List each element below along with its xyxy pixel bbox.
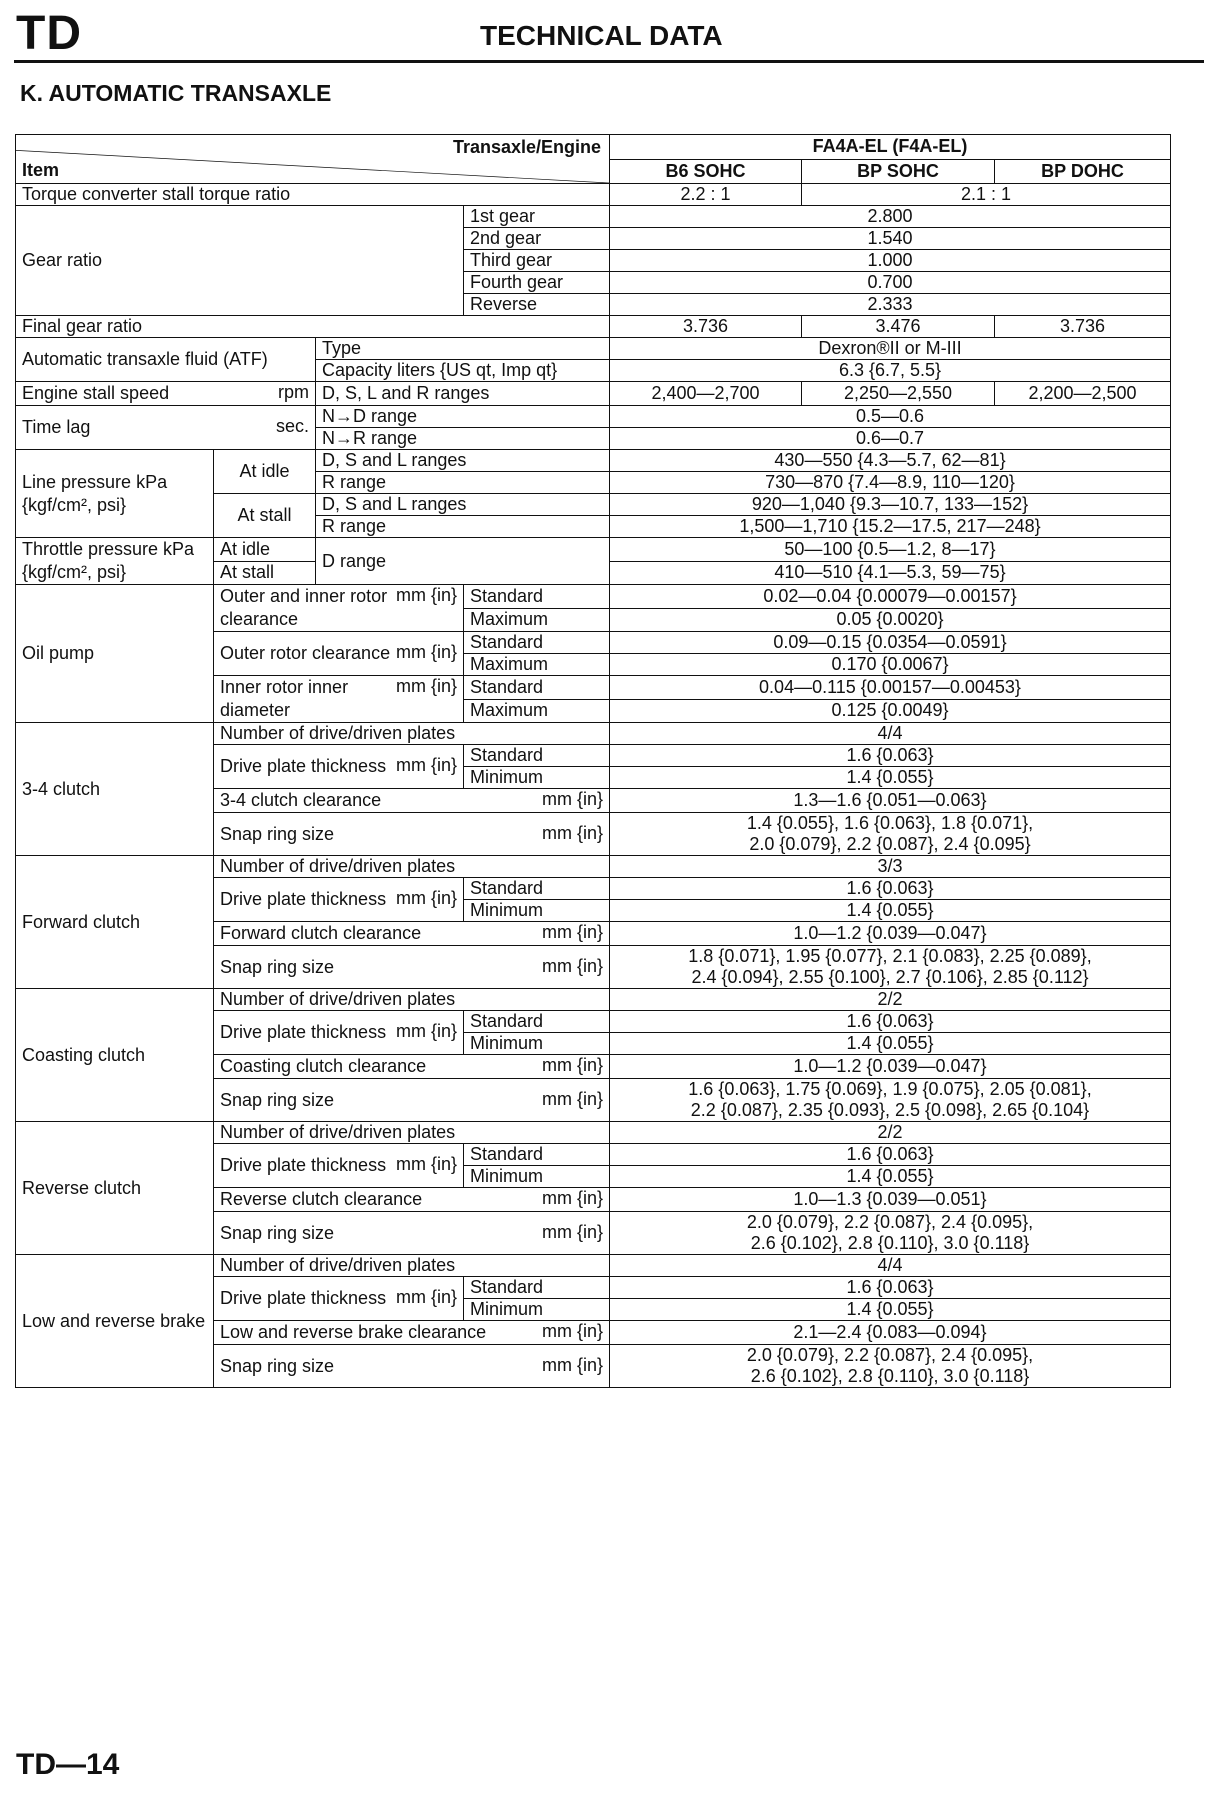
clutch-clearance-label-unit: mm {in}: [541, 922, 603, 942]
line-pressure-row: [16, 450, 1171, 472]
torque-ratio-label: Torque converter stall torque ratio: [16, 184, 610, 206]
line-pressure-stall-dsl-value: 920—1,040 {9.3—10.7, 133—152}: [610, 494, 1171, 516]
line-pressure-stall-r-value: 1,500—1,710 {15.2—17.5, 217—248}: [610, 516, 1171, 538]
clutch-plates-row: [16, 856, 1171, 878]
clutch-label: Low and reverse brake: [16, 1255, 214, 1388]
clutch-clearance-label-unit: mm {in}: [541, 789, 603, 809]
line-pressure-idle-r-label: R range: [316, 472, 610, 494]
clutch-snap-ring-value-line-2: 2.6 {0.102}, 2.8 {0.110}, 3.0 {0.118}: [750, 1233, 1030, 1253]
oil-pump-outer-label-text: Outer rotor clearance: [220, 643, 391, 663]
clutch-plates-label: Number of drive/driven plates: [214, 723, 610, 745]
stall-speed-label-text: Engine stall speed: [22, 383, 170, 403]
torque-ratio-bp: 2.1 : 1: [802, 184, 1171, 206]
clutch-snap-ring-label-unit: mm {in}: [541, 1221, 603, 1242]
time-lag-label: [16, 406, 316, 450]
clutch-clearance-label: [214, 1055, 610, 1079]
spec-table-wrapper: [15, 134, 1170, 1388]
clutch-snap-ring-label-text: Snap ring size: [220, 956, 335, 977]
clutch-clearance-label: [214, 1321, 610, 1345]
clutch-clearance-label: [214, 922, 610, 946]
header-corner-cell: [16, 135, 610, 184]
clutch-minimum-label: Minimum: [464, 1033, 610, 1055]
clutch-snap-ring-value-line-2: 2.2 {0.087}, 2.35 {0.093}, 2.5 {0.098}, 2.65 {0.104}: [690, 1100, 1090, 1120]
clutch-snap-ring-label: [214, 946, 610, 989]
clutch-standard-value: 1.6 {0.063}: [610, 745, 1171, 767]
oil-pump-inner-label-text: Inner rotor inner diameter: [220, 677, 349, 720]
oil-pump-outer-inner-label-text: Outer and inner rotor clearance: [220, 586, 388, 629]
clutch-clearance-label-unit: mm {in}: [541, 1188, 603, 1208]
clutch-thickness-label: [214, 745, 464, 789]
time-lag-nd-row: [16, 406, 1171, 428]
gear-name: Reverse: [464, 294, 610, 316]
clutch-snap-ring-value: [610, 1212, 1171, 1255]
clutch-thickness-label-unit: mm {in}: [395, 1287, 457, 1307]
engine-header-bp-dohc: BP DOHC: [995, 159, 1171, 184]
clutch-standard-label: Standard: [464, 1277, 610, 1299]
clutch-plates-label: Number of drive/driven plates: [214, 1255, 610, 1277]
throttle-pressure-range-label: D range: [316, 538, 610, 585]
gear-value: 0.700: [610, 272, 1171, 294]
clutch-clearance-label-text: Reverse clutch clearance: [220, 1189, 423, 1209]
clutch-snap-ring-value: [610, 946, 1171, 989]
gear-ratio-label: Gear ratio: [16, 206, 464, 316]
header-rule: [14, 60, 1204, 63]
gear-name: Fourth gear: [464, 272, 610, 294]
final-gear-value: 3.476: [802, 316, 995, 338]
oil-pump-outer-inner-label-unit: mm {in}: [395, 585, 457, 605]
clutch-plates-row: [16, 723, 1171, 745]
clutch-clearance-value: 2.1—2.4 {0.083—0.094}: [610, 1321, 1171, 1345]
clutch-clearance-label: [214, 789, 610, 813]
final-gear-row: [16, 316, 1171, 338]
clutch-plates-label: Number of drive/driven plates: [214, 989, 610, 1011]
line-pressure-stall-r-label: R range: [316, 516, 610, 538]
stall-speed-value: 2,200—2,500: [995, 382, 1171, 406]
clutch-snap-ring-value: [610, 1345, 1171, 1388]
clutch-snap-ring-label-unit: mm {in}: [541, 822, 603, 843]
oil-pump-standard-label: Standard: [464, 632, 610, 654]
oil-pump-standard-label: Standard: [464, 585, 610, 609]
clutch-clearance-label-text: Low and reverse brake clearance: [220, 1322, 487, 1342]
clutch-thickness-label-unit: mm {in}: [395, 1154, 457, 1174]
spec-table: [15, 134, 1171, 1388]
clutch-clearance-value: 1.0—1.2 {0.039—0.047}: [610, 1055, 1171, 1079]
gear-ratio-row: [16, 206, 1171, 228]
clutch-snap-ring-value-line-1: 1.4 {0.055}, 1.6 {0.063}, 1.8 {0.071},: [746, 813, 1034, 833]
clutch-plates-value: 2/2: [610, 989, 1171, 1011]
clutch-thickness-label: [214, 1277, 464, 1321]
oil-pump-outer-standard: 0.09—0.15 {0.0354—0.0591}: [610, 632, 1171, 654]
stall-speed-value: 2,250—2,550: [802, 382, 995, 406]
clutch-plates-value: 4/4: [610, 723, 1171, 745]
clutch-plates-value: 4/4: [610, 1255, 1171, 1277]
clutch-standard-value: 1.6 {0.063}: [610, 1011, 1171, 1033]
clutch-thickness-label-text: Drive plate thickness: [220, 889, 387, 909]
engine-header-b6-sohc: B6 SOHC: [610, 159, 802, 184]
clutch-snap-ring-label-unit: mm {in}: [541, 1088, 603, 1109]
line-pressure-idle-r-value: 730—870 {7.4—8.9, 110—120}: [610, 472, 1171, 494]
clutch-clearance-label: [214, 1188, 610, 1212]
time-lag-label-text: Time lag: [22, 417, 91, 437]
clutch-clearance-label-text: Forward clutch clearance: [220, 923, 422, 943]
header-row-1: [16, 135, 1171, 160]
clutch-standard-label: Standard: [464, 878, 610, 900]
atf-capacity-label: Capacity liters {US qt, Imp qt}: [316, 360, 610, 382]
clutch-thickness-label-text: Drive plate thickness: [220, 756, 387, 776]
oil-pump-maximum-label: Maximum: [464, 699, 610, 723]
clutch-plates-row: [16, 989, 1171, 1011]
clutch-snap-ring-value: [610, 1079, 1171, 1122]
atf-type-row: [16, 338, 1171, 360]
clutch-thickness-label-text: Drive plate thickness: [220, 1155, 387, 1175]
model-header: FA4A-EL (F4A-EL): [610, 135, 1171, 160]
clutch-snap-ring-value-line-2: 2.6 {0.102}, 2.8 {0.110}, 3.0 {0.118}: [750, 1366, 1030, 1386]
clutch-standard-value: 1.6 {0.063}: [610, 1144, 1171, 1166]
oil-pump-outer-maximum: 0.170 {0.0067}: [610, 654, 1171, 676]
clutch-minimum-value: 1.4 {0.055}: [610, 1299, 1171, 1321]
oil-pump-outer-inner-label: [214, 585, 464, 632]
clutch-snap-ring-value-line-2: 2.4 {0.094}, 2.55 {0.100}, 2.7 {0.106}, 2.85 {0.112}: [691, 967, 1089, 987]
throttle-pressure-stall-value: 410—510 {4.1—5.3, 59—75}: [610, 561, 1171, 585]
time-lag-label-unit: sec.: [275, 416, 309, 436]
clutch-minimum-label: Minimum: [464, 1299, 610, 1321]
clutch-plates-row: [16, 1255, 1171, 1277]
clutch-standard-value: 1.6 {0.063}: [610, 1277, 1171, 1299]
oil-pump-inner-label: [214, 676, 464, 723]
clutch-plates-value: 3/3: [610, 856, 1171, 878]
time-lag-nr-value: 0.6—0.7: [610, 428, 1171, 450]
clutch-thickness-label-text: Drive plate thickness: [220, 1288, 387, 1308]
page-title: TECHNICAL DATA: [480, 20, 723, 51]
clutch-minimum-label: Minimum: [464, 767, 610, 789]
line-pressure-stall-dsl-label: D, S and L ranges: [316, 494, 610, 516]
clutch-standard-label: Standard: [464, 1144, 610, 1166]
clutch-snap-ring-label-text: Snap ring size: [220, 1089, 335, 1110]
oil-pump-outer-label: [214, 632, 464, 676]
time-lag-nd-label: N→D range: [316, 406, 610, 428]
oil-pump-outer-inner-standard: 0.02—0.04 {0.00079—0.00157}: [610, 585, 1171, 609]
time-lag-nd-value: 0.5—0.6: [610, 406, 1171, 428]
torque-ratio-row: [16, 184, 1171, 206]
clutch-clearance-value: 1.0—1.3 {0.039—0.051}: [610, 1188, 1171, 1212]
gear-name: 1st gear: [464, 206, 610, 228]
oil-pump-inner-standard: 0.04—0.115 {0.00157—0.00453}: [610, 676, 1171, 700]
atf-type-label: Type: [316, 338, 610, 360]
gear-name: Third gear: [464, 250, 610, 272]
clutch-plates-label: Number of drive/driven plates: [214, 856, 610, 878]
oil-pump-row: [16, 585, 1171, 609]
clutch-minimum-value: 1.4 {0.055}: [610, 900, 1171, 922]
clutch-snap-ring-value: [610, 813, 1171, 856]
clutch-plates-row: [16, 1122, 1171, 1144]
oil-pump-inner-label-unit: mm {in}: [395, 676, 457, 696]
clutch-snap-ring-label: [214, 1345, 610, 1388]
clutch-plates-value: 2/2: [610, 1122, 1171, 1144]
clutch-thickness-label-unit: mm {in}: [395, 755, 457, 775]
clutch-snap-ring-label-unit: mm {in}: [541, 955, 603, 976]
clutch-label: Coasting clutch: [16, 989, 214, 1122]
line-pressure-label: Line pressure kPa {kgf/cm², psi}: [16, 450, 214, 538]
oil-pump-standard-label: Standard: [464, 676, 610, 700]
clutch-standard-value: 1.6 {0.063}: [610, 878, 1171, 900]
transaxle-engine-label: Transaxle/Engine: [452, 137, 601, 157]
atf-type-value: Dexron®II or M-III: [610, 338, 1171, 360]
clutch-clearance-value: 1.3—1.6 {0.051—0.063}: [610, 789, 1171, 813]
line-pressure-idle-dsl-label: D, S and L ranges: [316, 450, 610, 472]
oil-pump-outer-label-unit: mm {in}: [395, 642, 457, 662]
clutch-snap-ring-value-line-1: 2.0 {0.079}, 2.2 {0.087}, 2.4 {0.095},: [746, 1212, 1034, 1232]
clutch-clearance-label-unit: mm {in}: [541, 1321, 603, 1341]
spec-table-body: [16, 135, 1171, 1388]
clutch-clearance-value: 1.0—1.2 {0.039—0.047}: [610, 922, 1171, 946]
engine-header-bp-sohc: BP SOHC: [802, 159, 995, 184]
oil-pump-maximum-label: Maximum: [464, 654, 610, 676]
clutch-snap-ring-label-unit: mm {in}: [541, 1354, 603, 1375]
gear-value: 2.333: [610, 294, 1171, 316]
throttle-pressure-label: Throttle pressure kPa {kgf/cm², psi}: [16, 538, 214, 585]
atf-capacity-value: 6.3 {6.7, 5.5}: [610, 360, 1171, 382]
clutch-minimum-value: 1.4 {0.055}: [610, 1166, 1171, 1188]
gear-value: 1.000: [610, 250, 1171, 272]
clutch-clearance-label-text: 3-4 clutch clearance: [220, 790, 382, 810]
clutch-snap-ring-label-text: Snap ring size: [220, 1355, 335, 1376]
clutch-minimum-value: 1.4 {0.055}: [610, 1033, 1171, 1055]
oil-pump-outer-inner-maximum: 0.05 {0.0020}: [610, 608, 1171, 632]
clutch-thickness-label-unit: mm {in}: [395, 888, 457, 908]
gear-value: 2.800: [610, 206, 1171, 228]
clutch-thickness-label: [214, 878, 464, 922]
stall-speed-row: [16, 382, 1171, 406]
clutch-snap-ring-value-line-2: 2.0 {0.079}, 2.2 {0.087}, 2.4 {0.095}: [749, 834, 1031, 854]
line-pressure-idle-label: At idle: [214, 450, 316, 494]
atf-label: Automatic transaxle fluid (ATF): [16, 338, 316, 382]
time-lag-nr-label: N→R range: [316, 428, 610, 450]
throttle-pressure-idle-label: At idle: [214, 538, 316, 562]
clutch-clearance-label-text: Coasting clutch clearance: [220, 1056, 427, 1076]
throttle-pressure-row: [16, 538, 1171, 562]
clutch-label: Reverse clutch: [16, 1122, 214, 1255]
clutch-snap-ring-label: [214, 1212, 610, 1255]
final-gear-label: Final gear ratio: [16, 316, 610, 338]
clutch-label: 3-4 clutch: [16, 723, 214, 856]
section-code: TD: [16, 7, 82, 60]
clutch-snap-ring-label-text: Snap ring size: [220, 1222, 335, 1243]
item-label: Item: [22, 160, 60, 180]
clutch-thickness-label-text: Drive plate thickness: [220, 1022, 387, 1042]
stall-speed-ranges: D, S, L and R ranges: [316, 382, 610, 406]
clutch-standard-label: Standard: [464, 1011, 610, 1033]
stall-speed-label: [16, 382, 316, 406]
clutch-snap-ring-value-line-1: 1.6 {0.063}, 1.75 {0.069}, 1.9 {0.075}, 2.05 {0.081},: [688, 1079, 1092, 1099]
oil-pump-label: Oil pump: [16, 585, 214, 723]
line-pressure-stall-label: At stall: [214, 494, 316, 538]
clutch-minimum-label: Minimum: [464, 900, 610, 922]
gear-name: 2nd gear: [464, 228, 610, 250]
throttle-pressure-stall-label: At stall: [214, 561, 316, 585]
gear-value: 1.540: [610, 228, 1171, 250]
final-gear-value: 3.736: [610, 316, 802, 338]
section-title: K. AUTOMATIC TRANSAXLE: [20, 80, 332, 106]
clutch-snap-ring-label: [214, 813, 610, 856]
final-gear-value: 3.736: [995, 316, 1171, 338]
clutch-snap-ring-value-line-1: 1.8 {0.071}, 1.95 {0.077}, 2.1 {0.083}, 2.25 {0.089},: [688, 946, 1092, 966]
clutch-clearance-label-unit: mm {in}: [541, 1055, 603, 1075]
clutch-minimum-value: 1.4 {0.055}: [610, 767, 1171, 789]
clutch-snap-ring-label: [214, 1079, 610, 1122]
clutch-thickness-label-unit: mm {in}: [395, 1021, 457, 1041]
oil-pump-maximum-label: Maximum: [464, 608, 610, 632]
clutch-label: Forward clutch: [16, 856, 214, 989]
throttle-pressure-idle-value: 50—100 {0.5—1.2, 8—17}: [610, 538, 1171, 562]
stall-speed-value: 2,400—2,700: [610, 382, 802, 406]
clutch-thickness-label: [214, 1144, 464, 1188]
clutch-snap-ring-label-text: Snap ring size: [220, 823, 335, 844]
torque-ratio-b6: 2.2 : 1: [610, 184, 802, 206]
stall-speed-label-unit: rpm: [278, 382, 309, 402]
clutch-plates-label: Number of drive/driven plates: [214, 1122, 610, 1144]
clutch-thickness-label: [214, 1011, 464, 1055]
page-number: TD—14: [16, 1748, 120, 1781]
clutch-standard-label: Standard: [464, 745, 610, 767]
clutch-snap-ring-value-line-1: 2.0 {0.079}, 2.2 {0.087}, 2.4 {0.095},: [746, 1345, 1034, 1365]
oil-pump-inner-maximum: 0.125 {0.0049}: [610, 699, 1171, 723]
clutch-minimum-label: Minimum: [464, 1166, 610, 1188]
line-pressure-idle-dsl-value: 430—550 {4.3—5.7, 62—81}: [610, 450, 1171, 472]
